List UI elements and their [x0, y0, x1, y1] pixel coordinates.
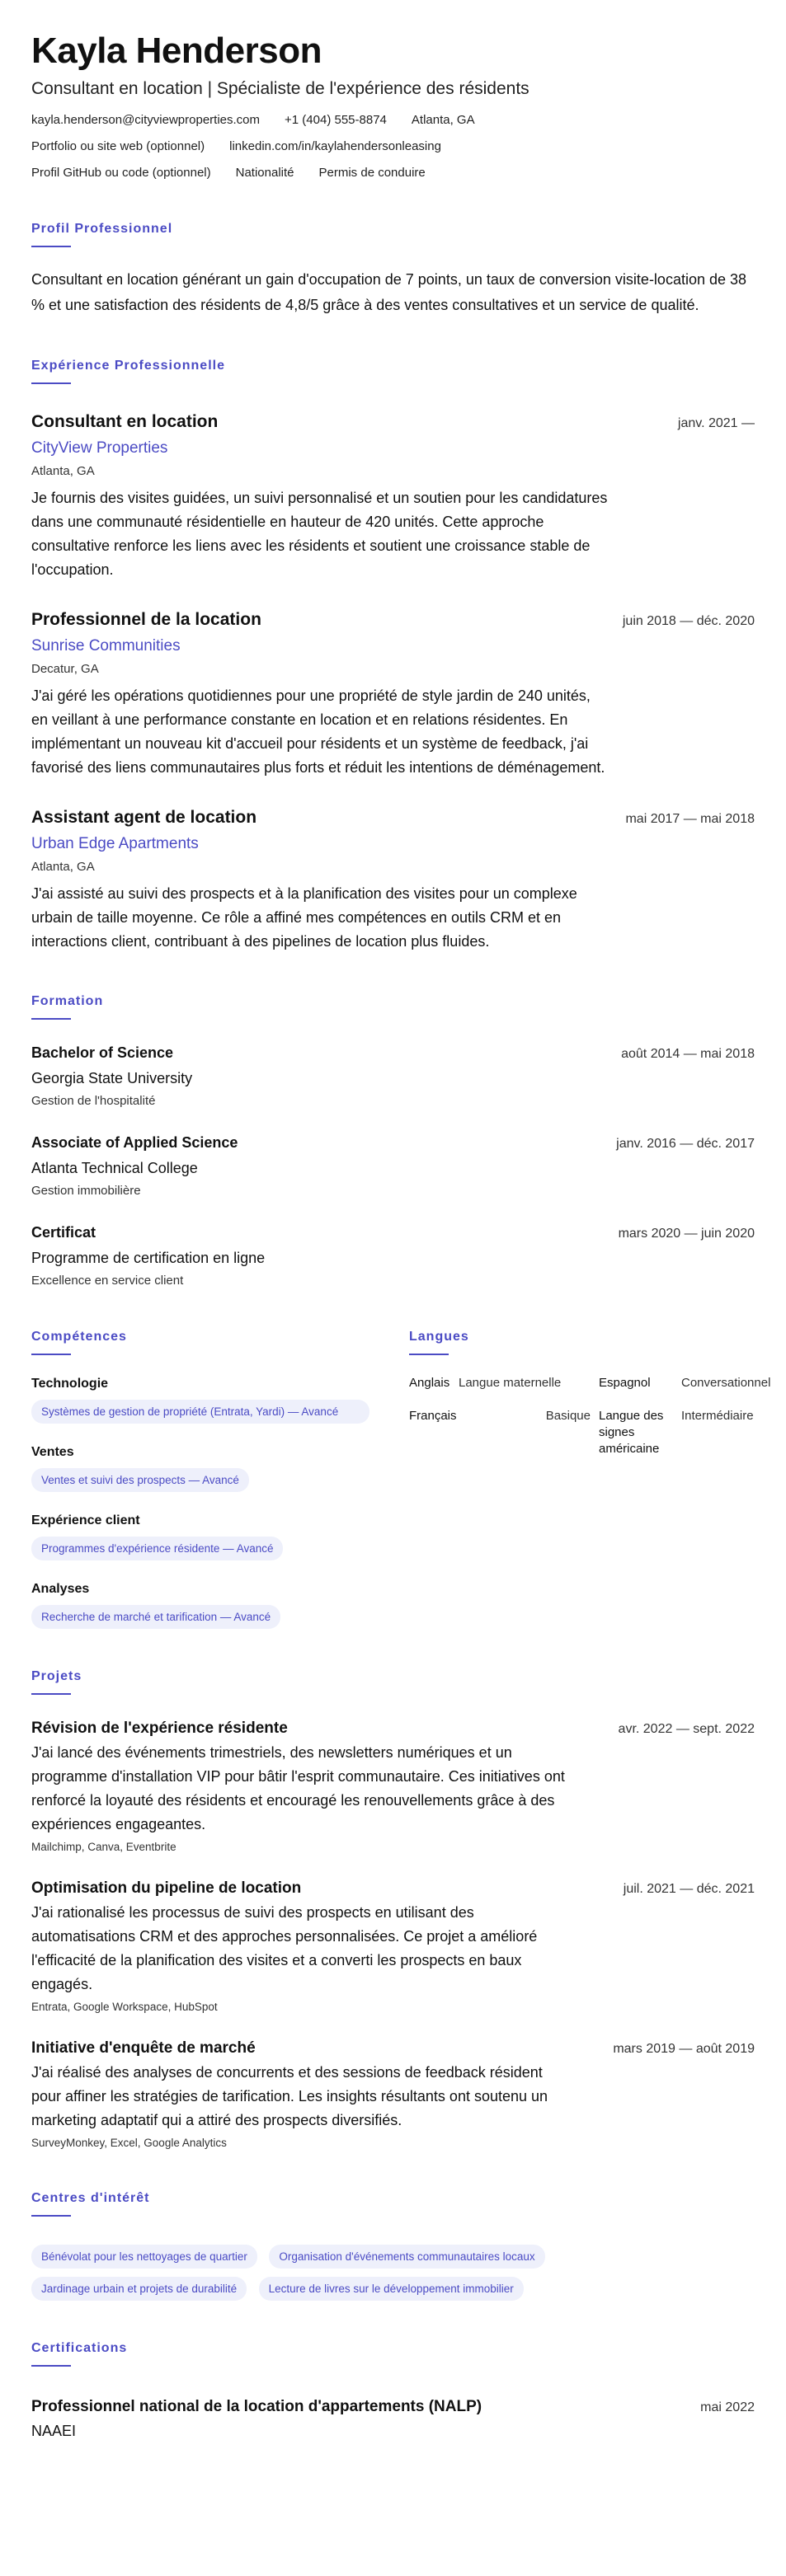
school-name: Georgia State University [31, 1070, 193, 1086]
job-location: Atlanta, GA [31, 860, 95, 874]
experience-entry [31, 411, 755, 582]
education-dates: janv. 2016 — déc. 2017 [616, 1137, 755, 1151]
project-entry [31, 1718, 755, 1855]
project-dates: mars 2019 — août 2019 [613, 2042, 755, 2056]
phone-number: +1 (404) 555-8874 [285, 113, 387, 127]
education-entry [31, 1222, 755, 1289]
school-name: Atlanta Technical College [31, 1160, 198, 1176]
certification-date: mai 2022 [700, 2400, 755, 2414]
section-divider [409, 1354, 449, 1355]
project-title: Optimisation du pipeline de location [31, 1879, 302, 1897]
experience-section [31, 358, 755, 954]
project-title: Révision de l'expérience résidente [31, 1720, 288, 1737]
school-name: Programme de certification en ligne [31, 1250, 266, 1266]
certification-issuer: NAAEI [31, 2423, 77, 2439]
linkedin-link[interactable]: linkedin.com/in/kaylahendersonleasing [229, 139, 441, 153]
section-title-summary: Profil Professionnel [31, 222, 173, 236]
projects-section [31, 1668, 755, 2151]
project-tools: SurveyMonkey, Excel, Google Analytics [31, 2137, 227, 2149]
portfolio-link[interactable]: Portfolio ou site web (optionnel) [31, 139, 205, 153]
project-description: J'ai lancé des événements trimestriels, des newsletters numériques et un programme d'installation VIP pour bâtir l'esprit communautaire. Ces initiatives ont renforcé la loyauté des résidents et encouragé les renouvellements grâce à des expériences engageantes. [31, 1744, 565, 1832]
degree-name: Bachelor of Science [31, 1044, 174, 1061]
section-title-education: Formation [31, 994, 104, 1008]
resume-header [31, 30, 755, 181]
project-tools: Entrata, Google Workspace, HubSpot [31, 2001, 218, 2013]
section-divider [31, 2365, 71, 2367]
languages-grid [409, 1375, 771, 1457]
job-dates: janv. 2021 — [677, 416, 755, 430]
degree-name: Certificat [31, 1224, 96, 1241]
driving-license: Permis de conduire [318, 166, 426, 180]
field-of-study: Excellence en service client [31, 1274, 184, 1288]
section-title-experience: Expérience Professionnelle [31, 359, 225, 373]
job-location: Atlanta, GA [31, 464, 95, 478]
job-title: Assistant agent de location [31, 808, 257, 827]
job-description: J'ai géré les opérations quotidiennes pour une propriété de style jardin de 240 unités, en veillant à une performance constante en location et en relations résidentes. En implémentant un nouveau kit d'accueil pour résidents et un système de feedback, j'ai favorisé des liens communautaires plus forts et réduit les intentions de déménagement. [31, 687, 605, 776]
job-dates: juin 2018 — déc. 2020 [622, 614, 755, 628]
skill-category: Analyses [31, 1582, 90, 1596]
summary-text: Consultant en location générant un gain d'occupation de 7 points, un taux de conversion visite-location de 38 % et une satisfaction des résidents de 4,8/5 grâce à des ventes consultatives et un service de qualité. [31, 271, 747, 313]
language-name: Espagnol [599, 1376, 651, 1390]
skill-category: Technologie [31, 1377, 109, 1391]
contact-row-3 [31, 165, 755, 181]
project-title: Initiative d'enquête de marché [31, 2039, 256, 2057]
interest-chip: Organisation d'événements communautaires locaux [269, 2245, 544, 2269]
language-level: Langue maternelle [459, 1376, 562, 1390]
section-divider [31, 1693, 71, 1695]
project-dates: juil. 2021 — déc. 2021 [623, 1882, 755, 1896]
languages-section [409, 1289, 771, 1629]
project-description: J'ai réalisé des analyses de concurrents et des sessions de feedback résident pour affiner les stratégies de tarification. Les insights résultants ont soutenu un marketing adaptatif qui a attiré des prospects diversifiés. [31, 2064, 548, 2128]
skills-section [31, 1289, 409, 1629]
skills-languages-row [31, 1289, 771, 1629]
language-name: Français [409, 1409, 457, 1423]
language-level: Basique [545, 1409, 591, 1423]
language-name: Langue des signes américaine [599, 1409, 664, 1456]
skill-chip: Ventes et suivi des prospects — Avancé [31, 1468, 249, 1492]
education-dates: mars 2020 — juin 2020 [618, 1227, 755, 1241]
section-divider [31, 2215, 71, 2217]
skill-chip: Systèmes de gestion de propriété (Entrata, Yardi) — Avancé [31, 1400, 369, 1424]
job-description: Je fournis des visites guidées, un suivi personnalisé et un soutien pour les candidatures dans une communauté résidentielle en hauteur de 420 unités. Cette approche consultative renforce les liens avec les résidents et soutient une croissance stable de l'occupation. [31, 490, 608, 578]
education-section [31, 993, 755, 1289]
project-entry [31, 1878, 755, 2015]
section-divider [31, 1018, 71, 1020]
section-divider [31, 246, 71, 247]
education-dates: août 2014 — mai 2018 [621, 1047, 755, 1061]
degree-name: Associate of Applied Science [31, 1134, 238, 1151]
job-title: Consultant en location [31, 412, 219, 431]
email-link[interactable]: kayla.henderson@cityviewproperties.com [31, 113, 261, 127]
contact-row-1 [31, 112, 755, 129]
company-name: CityView Properties [31, 439, 168, 457]
section-title-skills: Compétences [31, 1330, 127, 1344]
certifications-section [31, 2340, 755, 2441]
job-dates: mai 2017 — mai 2018 [625, 812, 755, 826]
interest-chip: Bénévolat pour les nettoyages de quartier [31, 2245, 257, 2269]
language-level: Conversationnel [681, 1376, 771, 1390]
section-title-certifications: Certifications [31, 2341, 128, 2355]
experience-entry [31, 608, 755, 780]
field-of-study: Gestion de l'hospitalité [31, 1094, 156, 1108]
job-location: Decatur, GA [31, 662, 99, 676]
section-divider [31, 1354, 71, 1355]
skill-chip: Recherche de marché et tarification — Avancé [31, 1605, 280, 1629]
certification-name: Professionnel national de la location d'appartements (NALP) [31, 2398, 482, 2415]
project-dates: avr. 2022 — sept. 2022 [618, 1722, 755, 1736]
education-entry [31, 1043, 755, 1110]
city-location: Atlanta, GA [411, 113, 475, 127]
interest-chip: Lecture de livres sur le développement immobilier [259, 2277, 524, 2301]
summary-section [31, 221, 755, 318]
education-entry [31, 1133, 755, 1199]
experience-entry [31, 806, 755, 954]
project-tools: Mailchimp, Canva, Eventbrite [31, 1841, 176, 1853]
job-title: Professionnel de la location [31, 610, 261, 629]
contact-row-2 [31, 138, 755, 155]
candidate-name: Kayla Henderson [31, 30, 322, 71]
interest-chips [31, 2236, 625, 2301]
job-description: J'ai assisté au suivi des prospects et à la planification des visites pour un complexe urbain de taille moyenne. Ce rôle a affiné mes compétences en outils CRM et en interactions client, contribuant à des pipelines de location plus fluides. [31, 885, 577, 950]
interests-section [31, 2190, 755, 2301]
language-name: Anglais [409, 1376, 450, 1390]
certification-entry [31, 2396, 755, 2441]
language-level: Intermédiaire [681, 1409, 754, 1423]
project-description: J'ai rationalisé les processus de suivi des prospects en utilisant des automatisations CRM et des approches personnalisées. Ce projet a amélioré l'efficacité de la planification des visites et a converti les prospects en baux engagés. [31, 1904, 538, 1992]
interest-chip: Jardinage urbain et projets de durabilité [31, 2277, 247, 2301]
nationality: Nationalité [235, 166, 294, 180]
section-title-interests: Centres d'intérêt [31, 2191, 150, 2205]
company-name: Urban Edge Apartments [31, 835, 199, 852]
github-link[interactable]: Profil GitHub ou code (optionnel) [31, 166, 211, 180]
project-entry [31, 2038, 755, 2151]
section-title-projects: Projets [31, 1669, 82, 1683]
company-name: Sunrise Communities [31, 637, 181, 655]
skill-chip: Programmes d'expérience résidente — Avancé [31, 1537, 283, 1560]
section-divider [31, 382, 71, 384]
field-of-study: Gestion immobilière [31, 1184, 141, 1198]
skill-category: Expérience client [31, 1513, 140, 1527]
skill-category: Ventes [31, 1445, 74, 1459]
candidate-headline: Consultant en location | Spécialiste de l'expérience des résidents [31, 79, 529, 98]
section-title-languages: Langues [409, 1330, 469, 1344]
